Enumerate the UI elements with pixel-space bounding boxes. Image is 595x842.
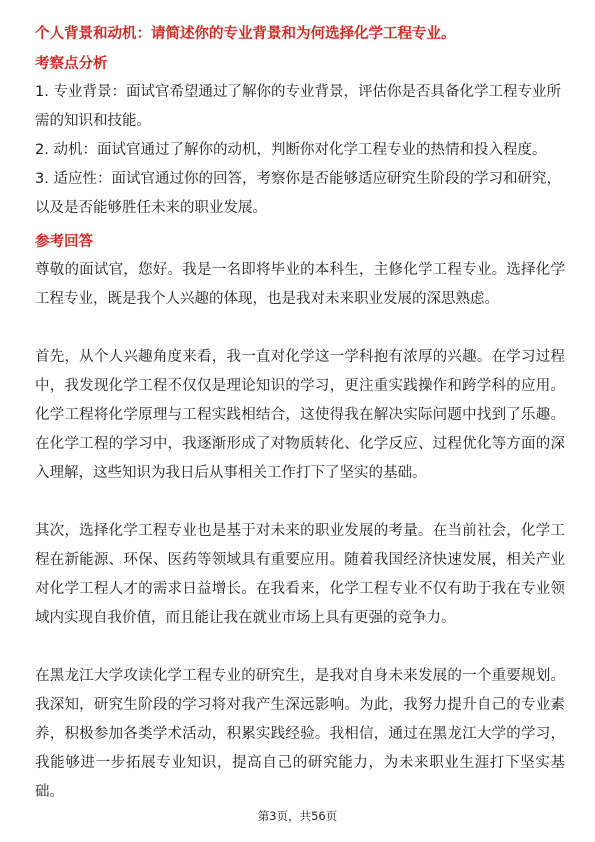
answer-body xyxy=(35,256,565,836)
analysis-item: 3. 适应性：面试官通过你的回答，考察你是否能够适应研究生阶段的学习和研究，以及是否能够胜任未来的职业发展。 xyxy=(35,171,561,216)
answer-title: 参考回答 xyxy=(35,234,93,250)
question-heading: 个人背景和动机：请简述你的专业背景和为何选择化学工程专业。 xyxy=(35,26,456,42)
answer-paragraph: 尊敬的面试官，您好。我是一名即将毕业的本科生，主修化学工程专业。选择化学工程专业，既是我个人兴趣的体现，也是我对未来职业发展的深思熟虑。 xyxy=(35,262,565,307)
analysis-title: 考察点分析 xyxy=(35,56,108,72)
answer-paragraph: 在黑龙江大学攻读化学工程专业的研究生，是我对自身未来发展的一个重要规划。我深知，研究生阶段的学习将对我产生深远影响。为此，我努力提升自己的专业素养，积极参加各类学术活动，积累实践经验。我相信，通过在黑龙江大学的学习，我能够进一步拓展专业知识，提高自己的研究能力，为未来职业生涯打下坚实基础。 xyxy=(35,668,565,800)
analysis-item: 2. 动机：面试官通过了解你的动机，判断你对化学工程专业的热情和投入程度。 xyxy=(35,142,547,158)
analysis-item: 1. 专业背景：面试官希望通过了解你的专业背景，评估你是否具备化学工程专业所需的知识和技能。 xyxy=(35,84,561,129)
answer-paragraph: 首先，从个人兴趣角度来看，我一直对化学这一学科抱有浓厚的兴趣。在学习过程中，我发现化学工程不仅仅是理论知识的学习，更注重实践操作和跨学科的应用。化学工程将化学原理与工程实践相结合，这使得我在解决实际问题中找到了乐趣。在化学工程的学习中，我逐渐形成了对物质转化、化学反应、过程优化等方面的深入理解，这些知识为我日后从事相关工作打下了坚实的基础。 xyxy=(35,349,565,481)
analysis-list xyxy=(35,78,565,223)
answer-paragraph: 其次，选择化学工程专业也是基于对未来的职业发展的考量。在当前社会，化学工程在新能源、环保、医药等领域具有重要应用。随着我国经济快速发展，相关产业对化学工程人才的需求日益增长。在我看来，化学工程专业不仅有助于我在专业领域内实现自我价值，而且能让我在就业市场上具有更强的竞争力。 xyxy=(35,523,565,626)
page-number: 第3页，共56页 xyxy=(257,809,338,823)
